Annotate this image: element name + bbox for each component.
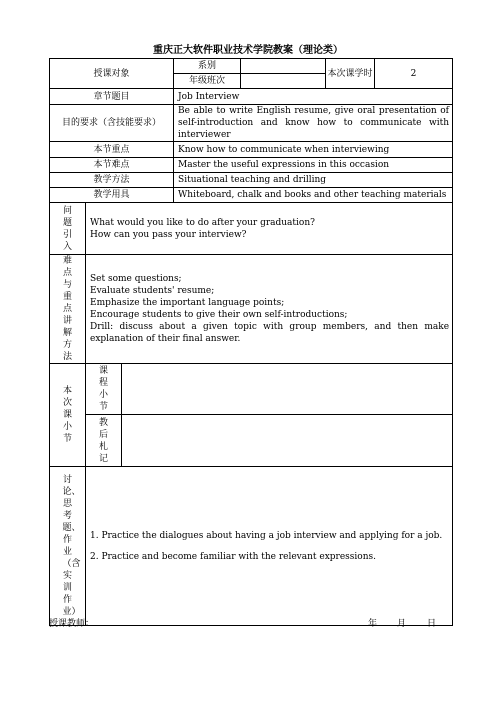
homework-content[interactable] [86,467,453,626]
department-row [50,59,453,74]
method-line-4: Encourage students to give their own self-introductions; [90,310,348,320]
intro-content[interactable] [86,203,453,255]
intro-line-1: What would you like to do after your graduation? [90,217,315,228]
methods-row [50,173,453,188]
methods-section-label: 难点与重点讲解方法 [50,255,86,364]
course-summary-value[interactable] [122,364,453,415]
course-summary-row [50,364,453,415]
month-label: 月 [397,619,407,629]
method-line-1: Set some questions; [90,274,182,284]
department-label: 系别 [174,59,241,74]
key-points-label: 本节重点 [50,142,174,158]
homework-row [50,467,453,626]
grade-class-label: 年级班次 [174,74,241,89]
teacher-label: 授课教师： [49,619,95,629]
chapter-label: 章节题目 [50,89,174,105]
day-label: 日 [427,619,437,629]
department-value[interactable] [241,59,326,74]
objective-row [50,105,453,142]
tools-value[interactable]: Whiteboard, chalk and books and other teaching materials [174,188,453,203]
methods-section-content[interactable] [86,255,453,364]
intro-row [50,203,453,255]
grade-class-value[interactable] [241,74,326,89]
document-title: 重庆正大软件职业技术学院教案（理论类） [153,45,343,56]
post-notes-row [50,415,453,467]
course-summary-label: 课程小节 [86,364,122,415]
year-label: 年 [368,619,378,629]
intro-label: 问题引入 [50,203,86,255]
lesson-plan-table [49,58,453,626]
post-notes-label: 教后札记 [86,415,122,467]
chapter-value[interactable]: Job Interview [174,89,453,105]
difficulties-label: 本节难点 [50,158,174,173]
intro-line-2: How can you pass your interview? [90,229,247,240]
key-points-row [50,142,453,158]
session-hours-value[interactable]: 2 [375,59,453,89]
tools-label: 教学用具 [50,188,174,203]
homework-label: 讨论、思考题、作业（含实训作业） [50,467,86,626]
method-line-3: Emphasize the important language points; [90,298,285,308]
session-hours-label: 本次课学时 [326,59,375,89]
chapter-row [50,89,453,105]
difficulties-row [50,158,453,173]
course-target-label: 授课对象 [50,59,174,89]
methods-section-row [50,255,453,364]
objective-value[interactable]: Be able to write English resume, give oral presentation of self-introduction and know how to communicate with interviewer [174,105,453,142]
homework-item-1: 1. Practice the dialogues about having a job interview and applying for a job. [90,530,443,541]
difficulties-value[interactable]: Master the useful expressions in this occasion [174,158,453,173]
objective-label: 目的要求（含技能要求） [50,105,174,142]
post-notes-value[interactable] [122,415,453,467]
key-points-value[interactable]: Know how to communicate when interviewing [174,142,453,158]
method-line-2: Evaluate students' resume; [90,286,215,296]
method-line-5: Drill: discuss about a given topic with group members, and then make explanation of their final answer. [90,322,450,344]
homework-item-2: 2. Practice and become familiar with the relevant expressions. [90,551,376,562]
methods-value[interactable]: Situational teaching and drilling [174,173,453,188]
methods-label: 教学方法 [50,173,174,188]
tools-row [50,188,453,203]
summary-label: 本次课小节 [50,364,86,467]
